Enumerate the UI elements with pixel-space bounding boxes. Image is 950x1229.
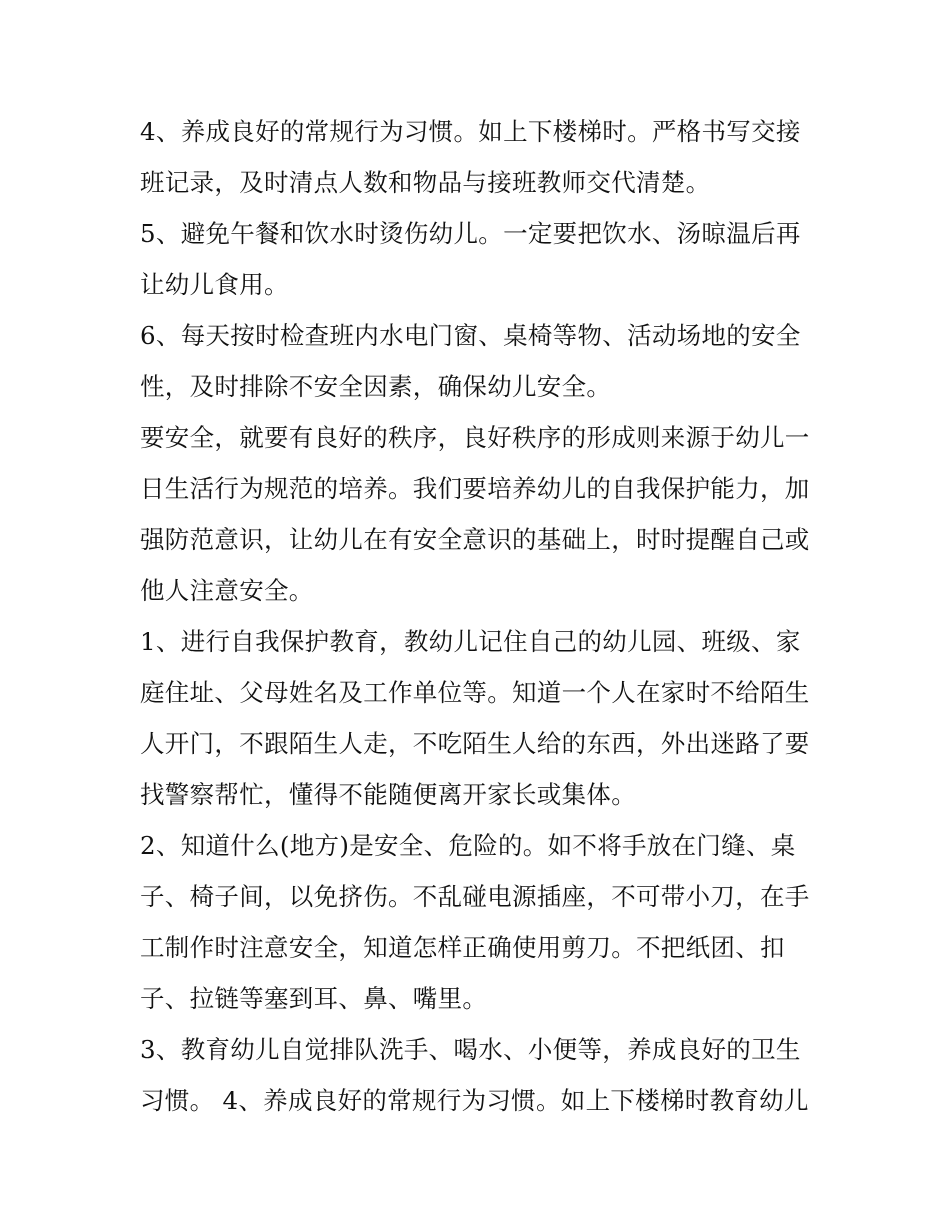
text-line: 子、椅子间，以免挤伤。不乱碰电源插座，不可带小刀，在手: [140, 882, 810, 911]
text-line: 习惯。 4、养成良好的常规行为习惯。如上下楼梯时教育幼儿: [140, 1086, 809, 1115]
text-line: 5、避免午餐和饮水时烫伤幼儿。一定要把饮水、汤晾温后再: [140, 219, 801, 248]
text-line: 子、拉链等塞到耳、鼻、嘴里。: [140, 984, 488, 1013]
text-line: 2、知道什么(地方)是安全、危险的。如不将手放在门缝、桌: [140, 831, 796, 860]
text-line: 人开门，不跟陌生人走，不吃陌生人给的东西，外出迷路了要: [140, 729, 810, 758]
text-line: 强防范意识，让幼儿在有安全意识的基础上，时时提醒自己或: [140, 525, 810, 554]
text-line: 要安全，就要有良好的秩序，良好秩序的形成则来源于幼儿一: [140, 423, 810, 452]
document-page: [140, 106, 820, 1126]
text-line: 3、教育幼儿自觉排队洗手、喝水、小便等，养成良好的卫生: [140, 1035, 801, 1064]
text-line: 日生活行为规范的培养。我们要培养幼儿的自我保护能力，加: [140, 474, 810, 503]
text-line: 1、进行自我保护教育，教幼儿记住自己的幼儿园、班级、家: [140, 627, 801, 656]
text-line: 让幼儿食用。: [140, 270, 289, 299]
text-line: 班记录，及时清点人数和物品与接班教师交代清楚。: [140, 168, 711, 197]
text-line: 性，及时排除不安全因素，确保幼儿安全。: [140, 372, 612, 401]
text-line: 4、养成良好的常规行为习惯。如上下楼梯时。严格书写交接: [140, 117, 801, 146]
text-line: 工制作时注意安全，知道怎样正确使用剪刀。不把纸团、扣: [140, 933, 785, 962]
text-line: 6、每天按时检查班内水电门窗、桌椅等物、活动场地的安全: [140, 321, 801, 350]
text-line: 找警察帮忙，懂得不能随便离开家长或集体。: [140, 780, 636, 809]
text-line: 庭住址、父母姓名及工作单位等。知道一个人在家时不给陌生: [140, 678, 810, 707]
text-line: 他人注意安全。: [140, 576, 314, 605]
